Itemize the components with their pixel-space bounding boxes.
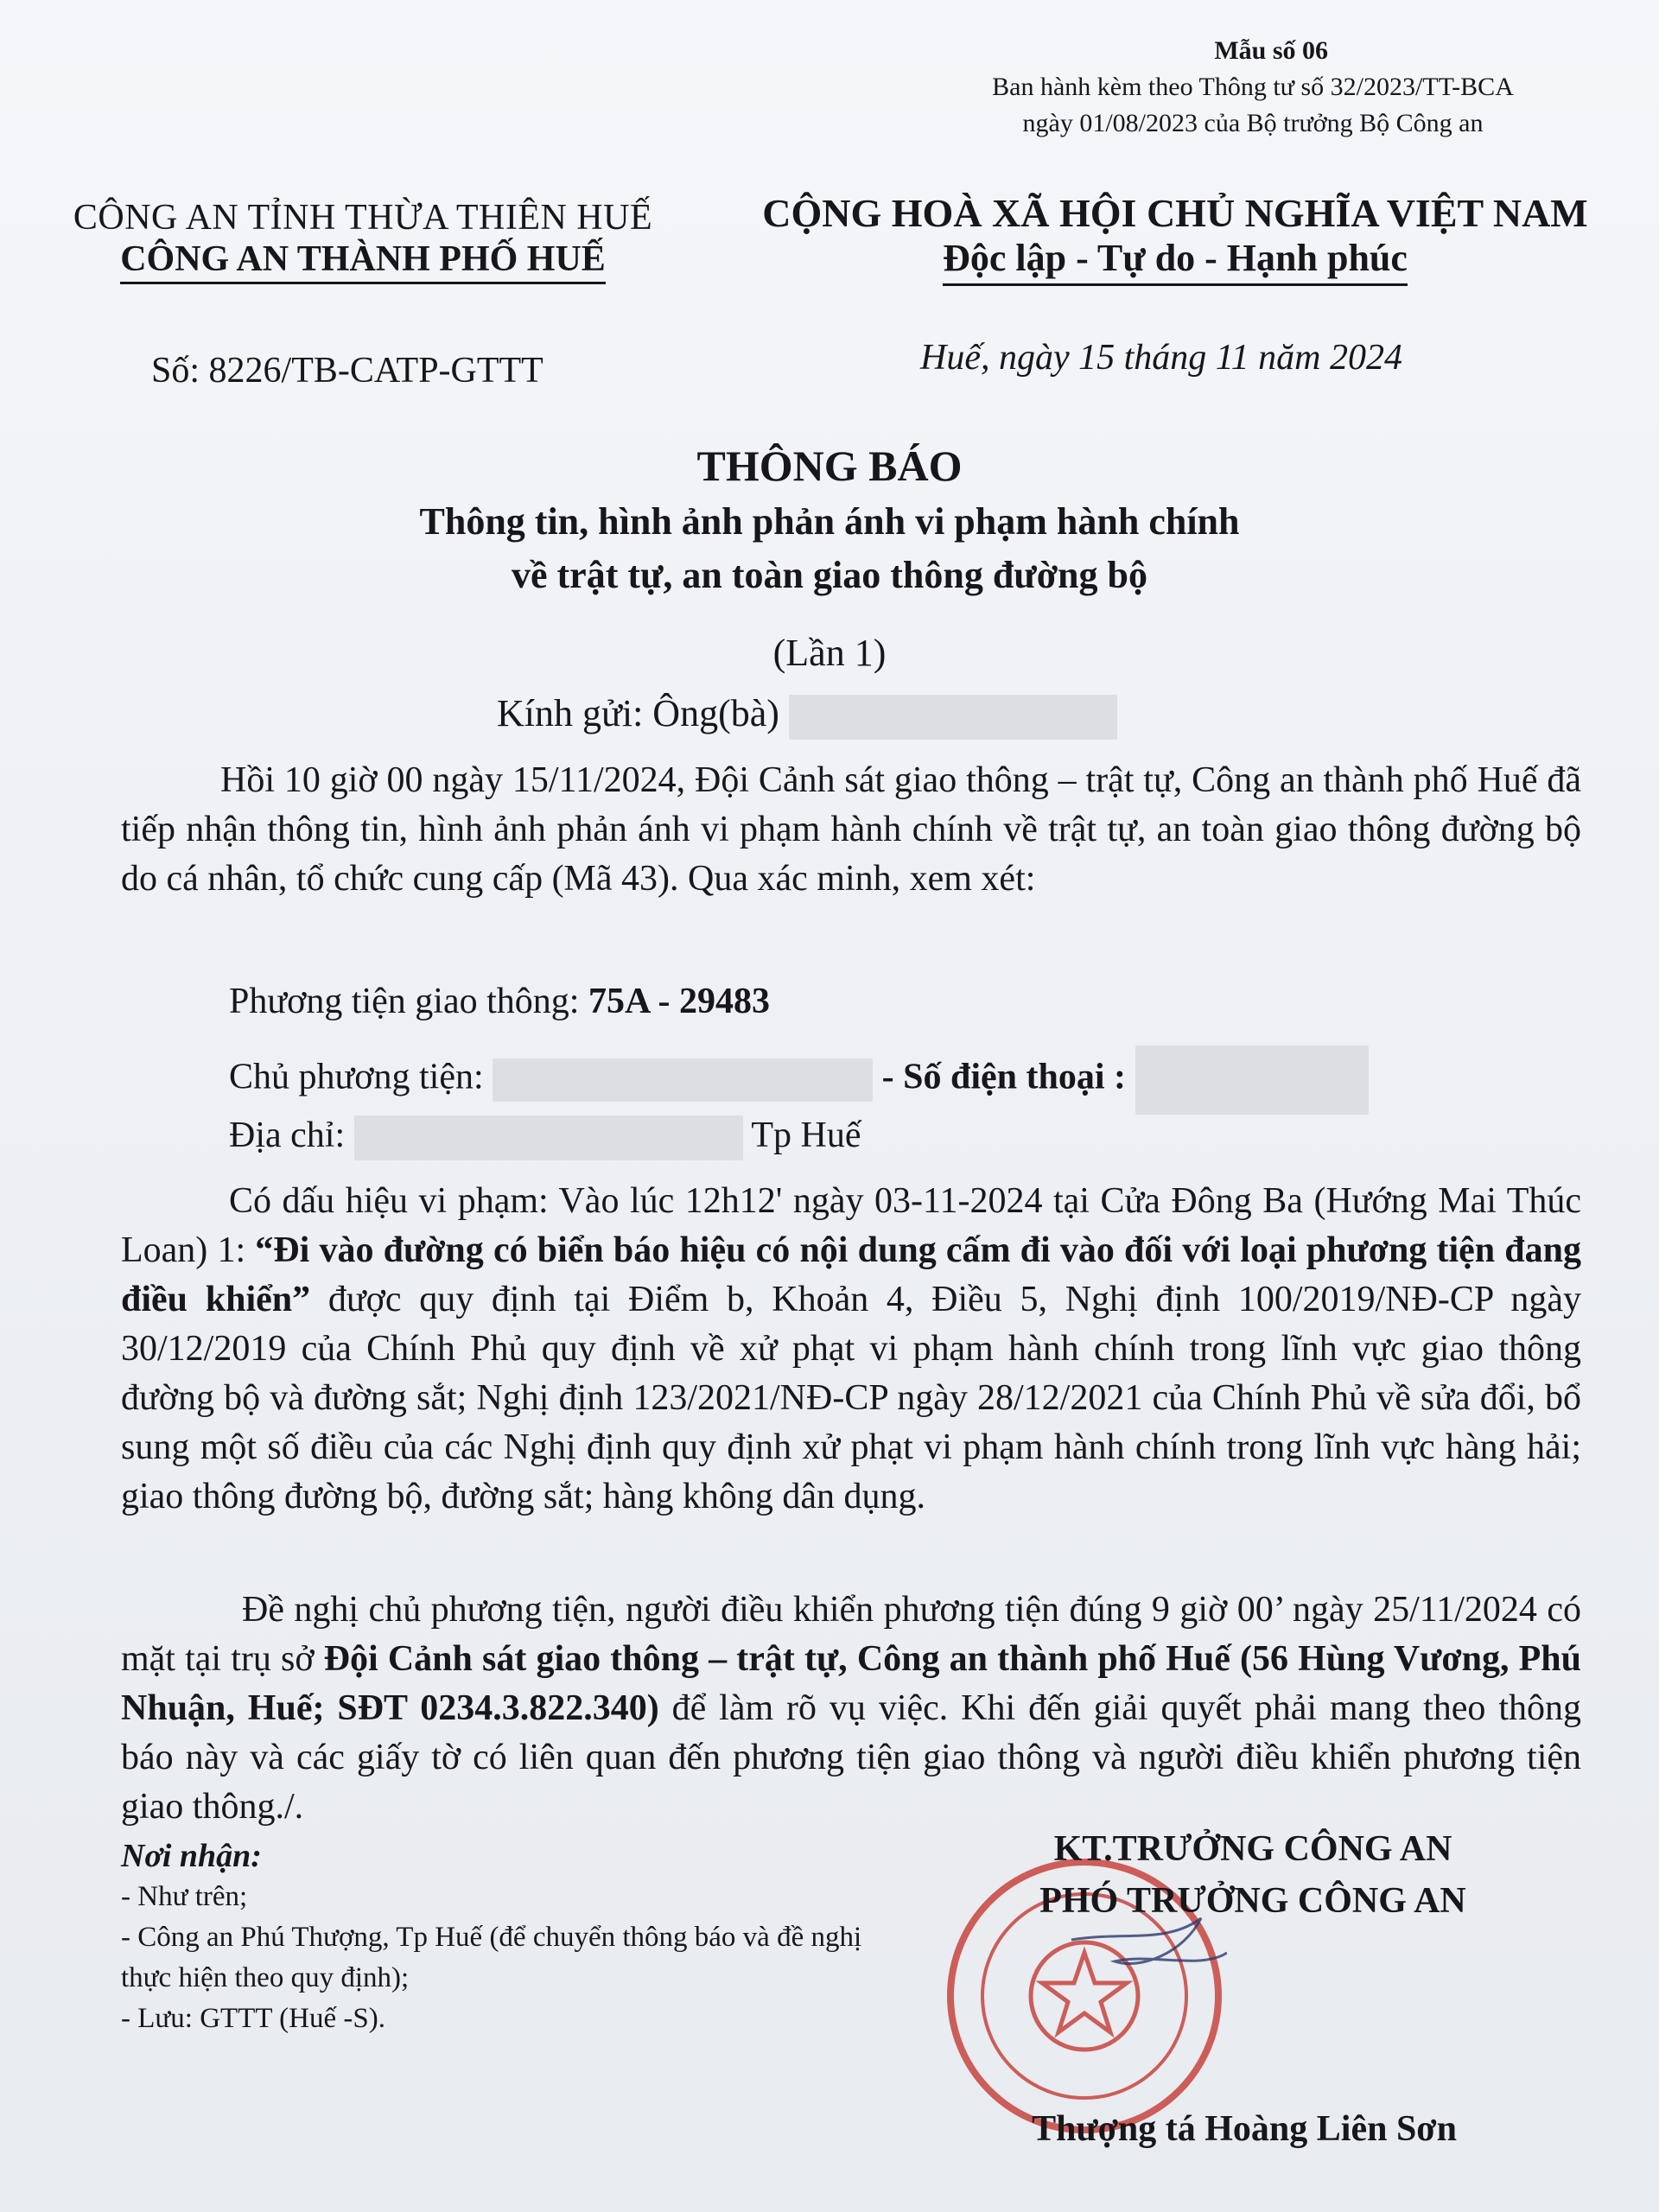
notice-round: (Lần 1) xyxy=(772,632,887,674)
paragraph-violation xyxy=(121,1177,1581,1522)
license-plate: 75A - 29483 xyxy=(588,982,770,1021)
owner-label: Chủ phương tiện: xyxy=(229,1057,493,1097)
address-line xyxy=(229,1115,861,1160)
signature-block xyxy=(950,1823,1555,1927)
owner-line xyxy=(229,1046,1369,1115)
paragraph-intro: Hồi 10 giờ 00 ngày 15/11/2024, Đội Cảnh sát giao thông – trật tự, Công an thành phố Huế đã tiếp nhận thông tin, hình ảnh phản ánh vi phạm hành chính về trật tự, an toàn giao thông đường bộ do cá nhân, tổ chức cung cấp (Mã 43). Qua xác minh, xem xét: xyxy=(121,760,1581,899)
redacted-owner-name xyxy=(493,1058,873,1102)
redacted-address xyxy=(354,1116,743,1160)
national-motto: Độc lập - Tự do - Hạnh phúc xyxy=(943,236,1408,286)
recipient-label: Kính gửi: Ông(bà) xyxy=(497,692,789,734)
form-reference xyxy=(950,69,1555,142)
request-intro: Đề nghị chủ phương tiện, người điều khiển phương tiện đúng 9 giờ 00’ ngày 25/11/2024 có mặt tại trụ sở xyxy=(121,1590,1581,1679)
distribution-list xyxy=(121,1836,899,2039)
vehicle-label: Phương tiện giao thông: xyxy=(229,982,588,1021)
request-instructions: để làm rõ vụ việc. Khi đến giải quyết phải mang theo thông báo này và các giấy tờ có liên quan đến phương tiện giao thông và người điều khiển phương tiện giao thông./. xyxy=(121,1688,1581,1827)
distribution-item: - Công an Phú Thượng, Tp Huế (để chuyển thông báo và đề nghị thực hiện theo quy định); xyxy=(121,1922,862,1993)
document-subtitle-2: về trật tự, an toàn giao thông đường bộ xyxy=(511,554,1147,596)
office-address: Đội Cảnh sát giao thông – trật tự, Công an thành phố Huế (56 Hùng Vương, Phú Nhuận, Huế; SĐT 0234.3.822.340) xyxy=(121,1639,1582,1728)
address-label: Địa chỉ: xyxy=(229,1116,354,1155)
document-number: Số: 8226/TB-CATP-GTTT xyxy=(151,351,543,391)
signature-title-1: KT.TRƯỞNG CÔNG AN xyxy=(1053,1829,1452,1869)
vehicle-line xyxy=(229,981,770,1022)
paragraph-request xyxy=(121,1586,1581,1832)
distribution-item: - Lưu: GTTT (Huế -S). xyxy=(121,2003,385,2034)
signature-title-2: PHÓ TRƯỞNG CÔNG AN xyxy=(1039,1881,1466,1921)
violation-intro: Có dấu hiệu vi phạm: Vào lúc 12h12' ngày 03-11-2024 tại Cửa Đông Ba (Hướng Mai Thúc Loan) 1: xyxy=(121,1181,1581,1270)
violation-description: “Đi vào đường có biển báo hiệu có nội dung cấm đi vào đối với loại phương tiện đang điều khiển” xyxy=(121,1230,1582,1319)
signer-name: Thượng tá Hoàng Liên Sơn xyxy=(1032,2109,1457,2149)
issue-date: Huế, ngày 15 tháng 11 năm 2024 xyxy=(920,338,1402,378)
distribution-item: - Như trên; xyxy=(121,1881,248,1912)
agency-name: CÔNG AN THÀNH PHỐ HUẾ xyxy=(120,238,606,284)
agency-parent: CÔNG AN TỈNH THỪA THIÊN HUẾ xyxy=(73,198,653,238)
document-title: THÔNG BÁO xyxy=(696,442,963,490)
redacted-phone xyxy=(1135,1046,1369,1115)
recipient-line xyxy=(497,691,1117,740)
document-subtitle-1: Thông tin, hình ảnh phản ánh vi phạm hành chính xyxy=(419,500,1240,543)
national-heading xyxy=(743,190,1607,286)
distribution-heading: Nơi nhận: xyxy=(121,1838,262,1874)
form-number: Mẫu số 06 xyxy=(1214,36,1328,65)
form-reference-line-2: ngày 01/08/2023 của Bộ trưởng Bộ Công an xyxy=(1022,109,1484,137)
issuing-agency xyxy=(35,197,691,284)
republic-name: CỘNG HOÀ XÃ HỘI CHỦ NGHĨA VIỆT NAM xyxy=(762,191,1588,235)
phone-label: - Số điện thoại : xyxy=(873,1057,1135,1097)
redacted-recipient-name xyxy=(789,695,1117,740)
form-reference-line-1: Ban hành kèm theo Thông tư số 32/2023/TT-BCA xyxy=(992,73,1514,101)
address-city: Tp Huế xyxy=(742,1116,861,1155)
violation-legal-basis: được quy định tại Điểm b, Khoản 4, Điều 5, Nghị định 100/2019/NĐ-CP ngày 30/12/2019 của Chính Phủ quy định về xử phạt vi phạm hành chính trong lĩnh vực giao thông đường bộ và đường sắt; Nghị định 123/2021/NĐ-CP ngày 28/12/2021 của Chính Phủ về sửa đổi, bổ sung một số điều của các Nghị định quy định xử phạt vi phạm hành chính trong lĩnh vực hàng hải; giao thông đường bộ, đường sắt; hàng không dân dụng. xyxy=(121,1280,1581,1516)
